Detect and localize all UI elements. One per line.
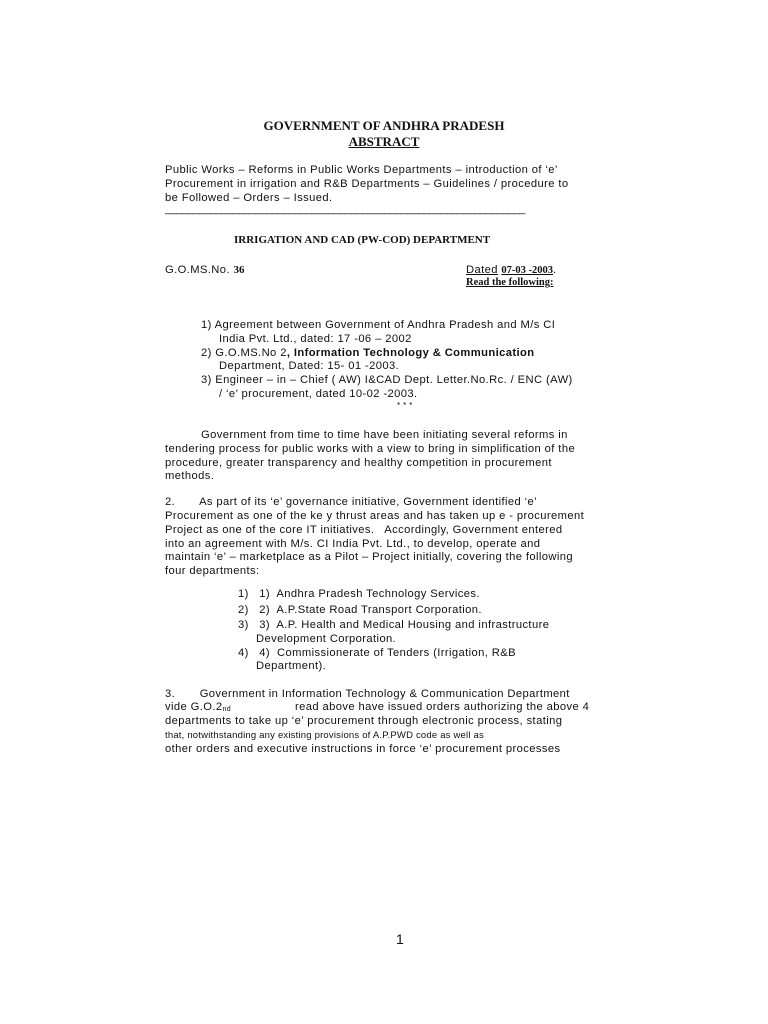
para3-go-sub: nd	[222, 706, 232, 713]
para3-line-1: 3. Government in Information Technology & Communication Department	[165, 688, 570, 700]
para2-line-3: Project as one of the core IT initiatives. Accordingly, Government entered	[165, 524, 563, 536]
dept-item-2: 2) 2) A.P.State Road Transport Corporation.	[238, 604, 482, 616]
dept-item-3-line-2: Development Corporation.	[256, 633, 397, 645]
reference-1-line-2: India Pvt. Ltd., dated: 17 -06 – 2002	[219, 333, 412, 345]
para1-line-2: tendering process for public works with a view to bring in simplification of the	[165, 443, 576, 455]
subject-line-3: be Followed – Orders – Issued.	[165, 192, 333, 204]
subject-line-1: Public Works – Reforms in Public Works Departments – introduction of ‘e’	[165, 164, 558, 176]
para3-line-5: other orders and executive instructions in force ‘e’ procurement processes	[165, 743, 561, 755]
para3-go-ref: vide G.O.2	[165, 701, 223, 713]
subject-line-2: Procurement in irrigation and R&B Departments – Guidelines / procedure to	[165, 178, 569, 190]
department-heading: IRRIGATION AND CAD (PW-COD) DEPARTMENT	[234, 234, 491, 246]
dept-item-1: 1) 1) Andhra Pradesh Technology Services.	[238, 588, 480, 600]
reference-1-line-1: 1) Agreement between Government of Andhra Pradesh and M/s CI	[201, 319, 556, 331]
para2-line-1: 2. As part of its ‘e’ governance initiative, Government identified ‘e’	[165, 496, 537, 508]
subject-rule: ________________________________________________________________	[165, 203, 525, 215]
read-following: Read the following:	[466, 277, 554, 288]
reference-2-line-2: Department, Dated: 15- 01 -2003.	[219, 360, 400, 372]
goms-line	[165, 264, 244, 278]
para2-line-5: maintain ‘e’ – marketplace as a Pilot – Project initially, covering the following	[165, 551, 573, 563]
government-title: GOVERNMENT OF ANDHRA PRADESH	[263, 118, 505, 133]
para2-line-4: into an agreement with M/s. CI India Pvt. Ltd., to develop, operate and	[165, 538, 541, 550]
dated-label: Dated	[466, 264, 498, 276]
para3-line-4: that, notwithstanding any existing provisions of A.P.PWD code as well as	[165, 730, 484, 741]
goms-number: 36	[233, 264, 245, 276]
reference-2-rest: , Information Technology & Communication	[286, 347, 535, 359]
dept-item-4-line-2: Department).	[256, 660, 327, 672]
reference-3-line-2: / ‘e’ procurement, dated 10-02 -2003.	[219, 388, 418, 400]
para1-line-4: methods.	[165, 470, 215, 482]
dept-item-3-line-1: 3) 3) A.P. Health and Medical Housing and infrastructure	[238, 619, 550, 631]
reference-2-line-1	[201, 347, 534, 361]
dept-item-4-line-1: 4) 4) Commissionerate of Tenders (Irrigation, R&B	[238, 647, 517, 659]
abstract-label: ABSTRACT	[348, 134, 420, 149]
abstract-heading	[0, 134, 768, 150]
para2-line-6: four departments:	[165, 565, 260, 577]
goms-label: G.O.MS.No.	[165, 264, 230, 276]
para1-line-1: Government from time to time have been initiating several reforms in	[201, 429, 568, 441]
page-number: 1	[396, 931, 404, 947]
dated-end: .	[553, 264, 557, 276]
para1-line-3: procedure, greater transparency and healthy competition in procurement	[165, 457, 552, 469]
section-stars: * * *	[397, 401, 413, 410]
para3-line-2b: read above have issued orders authorizing the above 4	[295, 701, 590, 713]
reference-2-prefix: 2) G.O.MS.No	[201, 347, 281, 359]
dated-value: 07-03 -2003	[501, 265, 553, 276]
para3-line-3: departments to take up ‘e’ procurement through electronic process, stating	[165, 715, 563, 727]
reference-3-line-1: 3) Engineer – in – Chief ( AW) I&CAD Dept. Letter.No.Rc. / ENC (AW)	[201, 374, 573, 386]
dated-line	[466, 264, 557, 278]
reference-2-number: 2	[280, 347, 287, 359]
para2-line-2: Procurement as one of the ke y thrust areas and has taken up e - procurement	[165, 510, 585, 522]
